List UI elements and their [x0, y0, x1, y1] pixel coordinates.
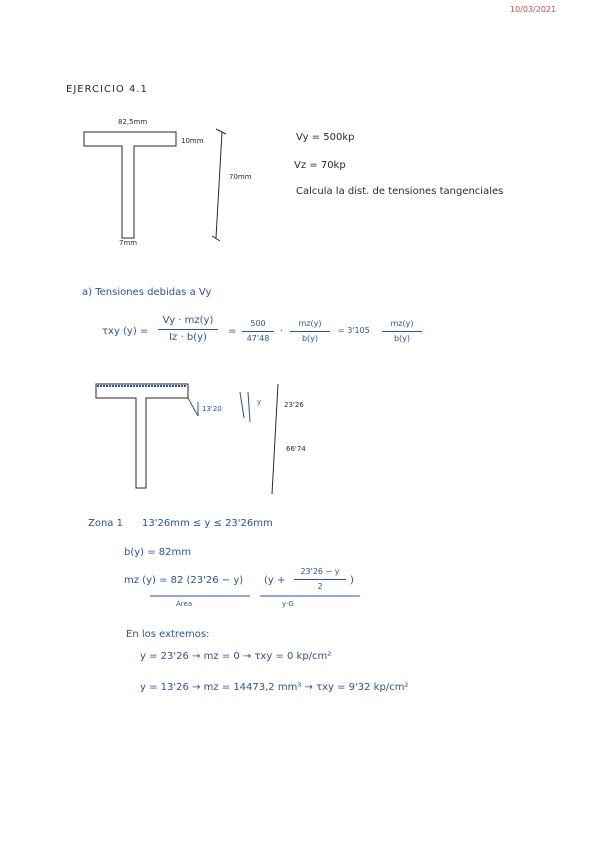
- height-label: 70mm: [229, 173, 252, 181]
- fraction-denominator: 47'48: [246, 334, 270, 343]
- fraction-numerator: mz(y): [298, 319, 322, 328]
- centroid-label: y·G: [282, 600, 294, 608]
- top-width-label: 82,5mm: [118, 118, 148, 126]
- tau-lhs: τxy (y) =: [102, 326, 149, 337]
- t-section-diagram: [70, 110, 270, 260]
- fraction-result: [382, 320, 422, 343]
- fraction-numerator: 500: [250, 319, 266, 328]
- task-statement: Calcula la dist. de tensiones tangenciales: [296, 186, 504, 197]
- fraction-numerator: Vy · mz(y): [162, 315, 214, 326]
- coefficient: = 3'105: [338, 326, 370, 335]
- multiply-dot: ·: [280, 326, 284, 337]
- y-axis-label: y: [257, 398, 262, 406]
- fraction-denominator: b(y): [393, 334, 411, 343]
- date-stamp: 10/03/2021: [510, 5, 557, 14]
- fraction-numerator: mz(y): [390, 319, 414, 328]
- zona1-range: 13'26mm ≤ y ≤ 23'26mm: [142, 518, 273, 529]
- equals-sign: =: [228, 326, 237, 337]
- dim-bottom-label: 66'74: [286, 445, 306, 453]
- fraction-values: [242, 320, 274, 343]
- underbraces: [150, 588, 370, 600]
- fraction-denominator: 2: [317, 582, 323, 591]
- zona1-mz-mid: (y +: [264, 575, 286, 586]
- fraction-denominator: b(y): [301, 334, 319, 343]
- vy-value: Vy = 500kp: [296, 132, 355, 143]
- height-dimension-line: [216, 132, 222, 238]
- t-section-outline: [96, 384, 188, 488]
- zona1-mz-right: ): [350, 575, 354, 586]
- dim-top-label: 23'26: [284, 401, 304, 409]
- exercise-title: EJERCICIO 4.1: [66, 84, 148, 95]
- t-section-diagram-2: [90, 376, 290, 496]
- zona1-b: b(y) = 82mm: [124, 547, 192, 558]
- web-thickness-label: 7mm: [119, 239, 138, 247]
- extremes-title: En los extremos:: [126, 629, 210, 640]
- extreme-2: y = 13'26 → mz = 14473,2 mm³ → τxy = 9'32 kp/cm²: [140, 682, 409, 693]
- fraction-shear-formula: [158, 316, 218, 343]
- height-dimension-line: [272, 384, 278, 494]
- extreme-1: y = 23'26 → mz = 0 → τxy = 0 kp/cm²: [140, 651, 332, 662]
- area-label: Área: [176, 600, 193, 608]
- flange-thickness-label: 10mm: [181, 137, 204, 145]
- zona1-title: Zona 1: [88, 518, 123, 529]
- zona1-mz-left: mz (y) = 82 (23'26 − y): [124, 575, 244, 586]
- y-distance-label: 13'20: [202, 405, 222, 413]
- vz-value: Vz = 70kp: [294, 160, 346, 171]
- fraction-denominator: Iz · b(y): [169, 332, 207, 343]
- t-section-outline: [84, 132, 176, 238]
- section-a-title: a) Tensiones debidas a Vy: [82, 287, 212, 298]
- fraction-moment: [290, 320, 330, 343]
- fraction-numerator: 23'26 − y: [300, 567, 340, 576]
